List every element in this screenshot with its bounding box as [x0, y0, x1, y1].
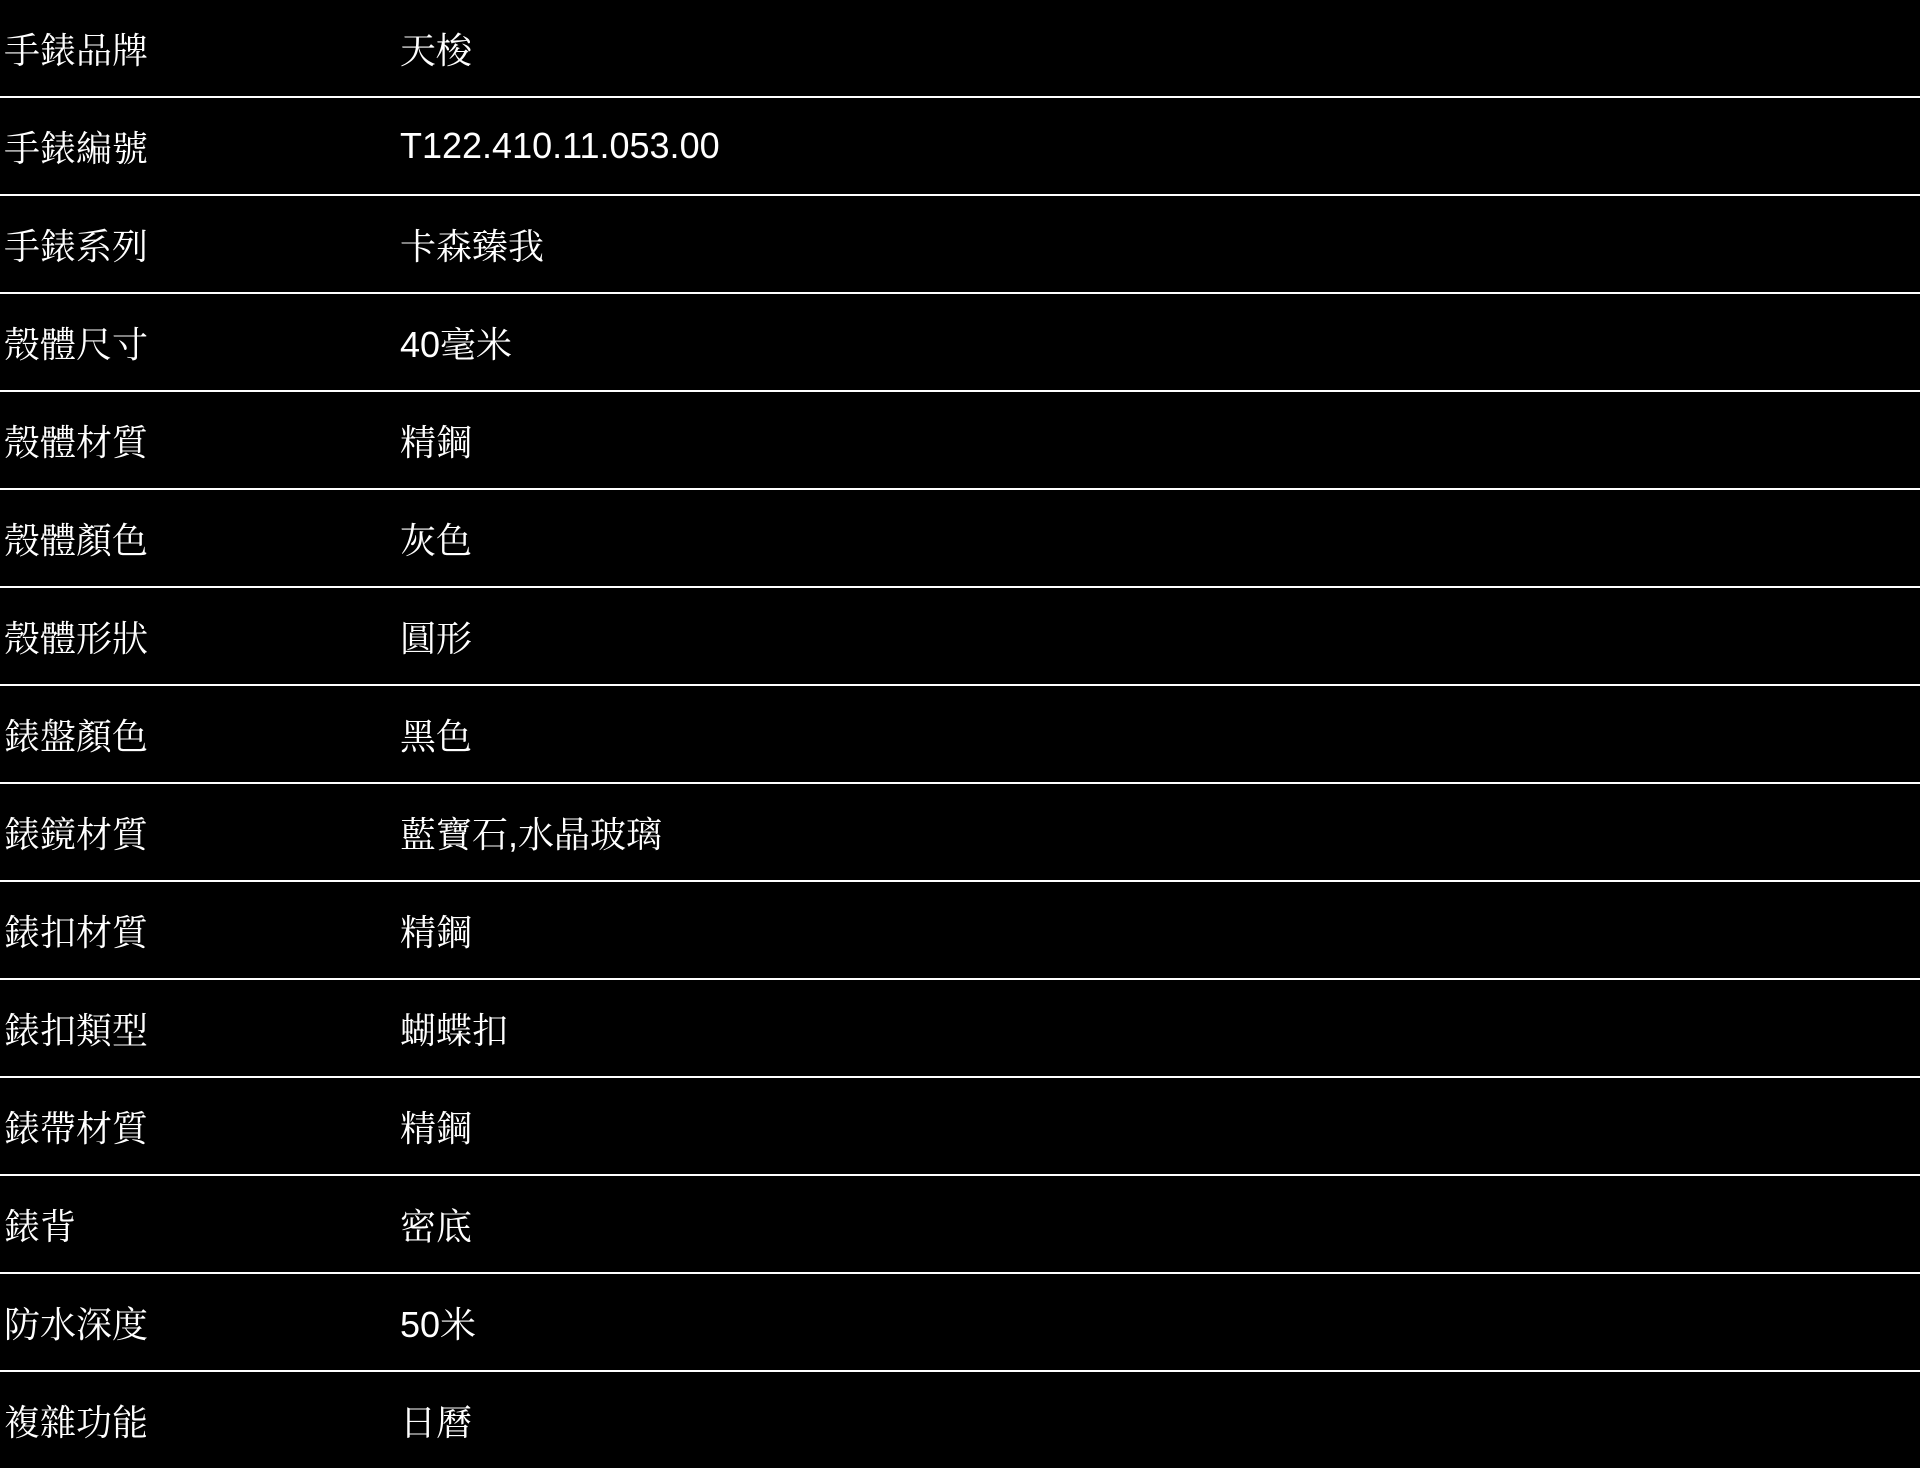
spec-row — [0, 784, 1920, 882]
spec-row — [0, 980, 1920, 1078]
spec-row — [0, 1274, 1920, 1372]
spec-label: 手錶編號 — [4, 127, 149, 169]
spec-value: 精鋼 — [400, 911, 473, 953]
spec-row — [0, 196, 1920, 294]
spec-value: T122.410.11.053.00 — [400, 125, 720, 166]
spec-label: 殼體尺寸 — [4, 323, 149, 365]
spec-row — [0, 0, 1920, 98]
spec-value: 天梭 — [400, 29, 473, 71]
spec-label: 殼體形狀 — [4, 617, 149, 659]
spec-value: 密底 — [400, 1205, 473, 1247]
spec-label: 手錶品牌 — [4, 29, 149, 71]
spec-label: 錶盤顏色 — [4, 715, 149, 757]
spec-row — [0, 98, 1920, 196]
spec-value: 蝴蝶扣 — [400, 1009, 509, 1051]
spec-row — [0, 392, 1920, 490]
spec-value: 藍寶石,水晶玻璃 — [400, 813, 663, 855]
spec-label: 錶帶材質 — [4, 1107, 149, 1149]
spec-value: 50米 — [400, 1303, 477, 1345]
spec-label: 手錶系列 — [4, 225, 149, 267]
spec-label: 錶扣類型 — [4, 1009, 149, 1051]
spec-label: 錶扣材質 — [4, 911, 149, 953]
spec-value: 灰色 — [400, 519, 473, 561]
spec-label: 複雜功能 — [4, 1401, 149, 1443]
spec-row — [0, 1078, 1920, 1176]
spec-value: 40毫米 — [400, 323, 513, 365]
spec-value: 圓形 — [400, 617, 473, 659]
spec-value: 黑色 — [400, 715, 473, 757]
spec-row — [0, 882, 1920, 980]
spec-label: 錶鏡材質 — [4, 813, 149, 855]
spec-row — [0, 1372, 1920, 1470]
spec-label: 錶背 — [4, 1205, 77, 1247]
spec-row — [0, 588, 1920, 686]
spec-value: 日曆 — [400, 1401, 473, 1443]
spec-label: 殼體材質 — [4, 421, 149, 463]
spec-row — [0, 686, 1920, 784]
spec-row — [0, 1176, 1920, 1274]
spec-value: 卡森臻我 — [400, 225, 545, 267]
spec-label: 防水深度 — [4, 1303, 149, 1345]
spec-row — [0, 294, 1920, 392]
spec-label: 殼體顏色 — [4, 519, 149, 561]
spec-value: 精鋼 — [400, 421, 473, 463]
spec-value: 精鋼 — [400, 1107, 473, 1149]
spec-row — [0, 490, 1920, 588]
